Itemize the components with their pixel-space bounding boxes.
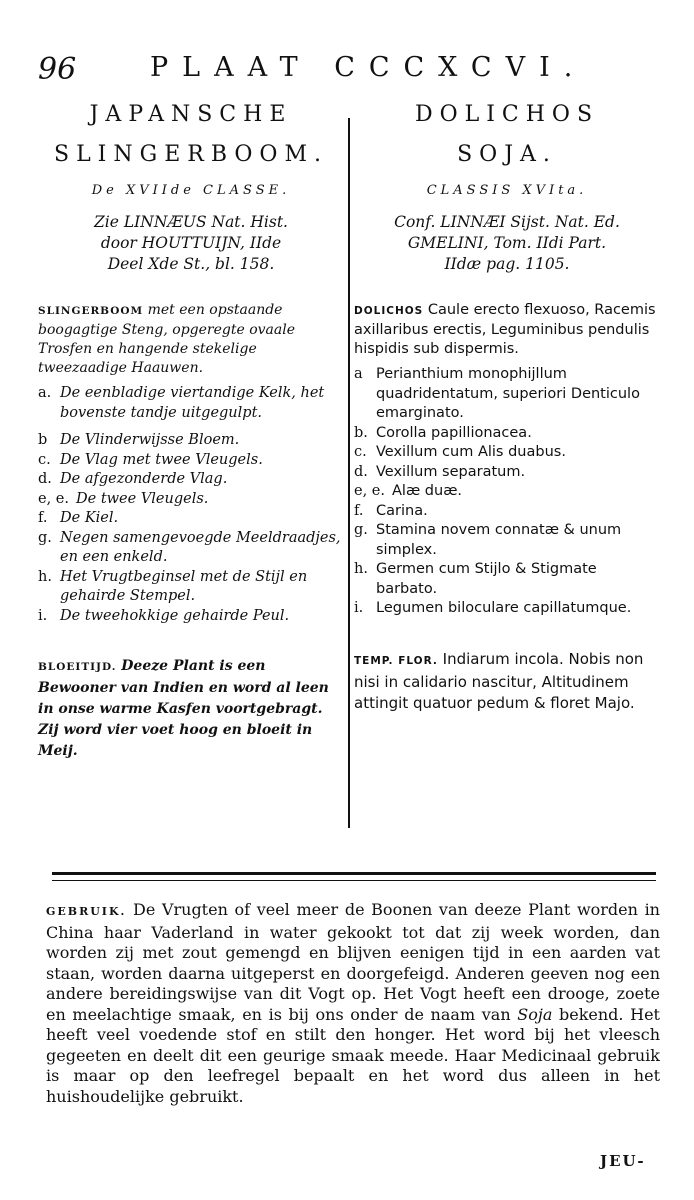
latin-reference-line-1: Conf. LINNÆI Sijst. Nat. Ed. [394,213,620,231]
catchword: JEU- [600,1152,646,1170]
dutch-flowering-note [38,656,344,762]
list-item [354,482,660,502]
dutch-reference [38,212,344,275]
latin-class-label: CLASSIS XVIta. [426,183,588,198]
item-label: h. [354,561,368,577]
item-label: e, e. [354,483,385,499]
item-text: De Kiel. [60,510,119,526]
item-text: De afgezonderde Vlag. [60,471,228,487]
list-item [354,599,660,619]
list-item [38,431,344,451]
dutch-figure-list [38,384,344,626]
latin-title-line-1: DOLICHOS [414,102,600,127]
list-item [354,424,660,444]
latin-reference-line-3: IIdæ pag. 1105. [444,255,570,273]
item-text: Carina. [376,502,428,519]
usage-head: GEBRUIK. [46,905,127,918]
dutch-class-label: De XVIIde CLASSE. [91,183,291,198]
item-text: Legumen biloculare capillatumque. [376,600,632,616]
item-text: De twee Vleugels. [76,490,209,507]
page-number: 96 [38,52,77,87]
item-text: De eenbladige viertandige Kelk, het bovenste tandje uitgegulpt. [60,385,325,421]
item-text: Germen cum Stijlo & Stigmate barbato. [376,561,597,597]
usage-body-part-2: bekend. Het heeft veel voedende stof en stilt den honger. Het word bij het vleesch gegeeten en deelt dit een geurige smaak meede. Haar Medicinaal gebruik is maar op den leefregel bepaalt en het word dus alleen in het huishoudelijke gebruikt. [46,1004,660,1106]
flowering-head: BLOEITIJD. [38,661,117,673]
dutch-description-body: met een opstaande boogagtige Steng, opgeregte ovaale Trosfen en hangende stekelige tweezaadige Haauwen. [38,302,296,376]
item-label: b [38,432,48,448]
item-label: g. [354,522,368,538]
usage-paragraph [46,900,660,1107]
item-text: Corolla papillionacea. [376,424,532,441]
list-item [354,365,660,424]
latin-flowering-note [354,649,660,714]
dutch-description [38,301,344,378]
latin-description [354,301,660,359]
usage-body-part-1: De Vrugten of veel meer de Boonen van deeze Plant worden in China haar Vaderland in water gekookt tot dat zij week worden, dan worden zij met zout gemengd en blijven eenigen tijd in een aarden vat staan, worden daarna uitgeperst en doorgefeigd. Anderen geeven nog een andere bereidingswijse van dit Vogt op. Het Vogt heeft een drooge, zoete en meelachtige smaak, en is bij ons onder de naam van [46,900,660,1024]
list-item [38,509,344,529]
latin-figure-list [354,365,660,619]
item-text: De Vlag met twee Vleugels. [60,451,263,468]
item-text: Vexillum separatum. [376,463,526,480]
item-label: h. [38,568,52,585]
item-text: Het Vrugtbeginsel met de Stijl en gehairde Stempel. [60,568,308,604]
list-item [38,568,344,607]
list-item [38,384,344,423]
list-item [38,490,344,510]
item-text: Perianthium monophijllum quadridentatum, superiori Denticulo emarginato. [376,366,640,421]
item-label: f. [354,502,364,519]
list-item [38,470,344,490]
item-label: i. [38,607,48,624]
item-text: Stamina novem connatæ & unum simplex. [376,522,622,558]
latin-title-line-2: SOJA. [457,142,557,167]
item-label: d. [354,463,368,480]
item-label: f. [38,510,48,526]
usage-soja-term: Soja [517,1004,553,1024]
column-divider [348,118,350,828]
list-item [38,607,344,627]
item-label: a. [38,385,52,401]
list-item [354,502,660,522]
dutch-reference-line-3: Deel Xde St., bl. 158. [107,255,275,273]
section-rule-top [52,872,656,875]
dutch-title-line-2: SLINGERBOOM. [54,142,328,167]
item-text: Negen samengevoegde Meeldraadjes, en een enkeld. [60,529,341,565]
latin-column [354,95,660,714]
item-label: e, e. [38,490,69,507]
list-item [354,463,660,483]
list-item [354,443,660,463]
latin-reference-line-2: GMELINI, Tom. IIdi Part. [407,234,607,252]
list-item [38,451,344,471]
item-label: a [354,366,363,382]
list-item [354,560,660,599]
temp-flor-body: Indiarum incola. Nobis non nisi in calidario nascitur, Altitudinem attingit quatuor pedum & floret Majo. [354,649,644,712]
temp-flor-head: TEMP. FLOR. [354,654,438,667]
item-label: b. [354,424,368,441]
dutch-title-line-1: JAPANSCHE [89,102,293,127]
item-label: c. [38,451,51,468]
dutch-column [38,95,344,762]
latin-description-body: Caule erecto flexuoso, Racemis axillaribus erectis, Leguminibus pendulis hispidis sub dispermis. [354,302,656,357]
item-text: De tweehokkige gehairde Peul. [60,607,290,624]
item-label: c. [354,444,367,460]
flowering-body: Deeze Plant is een Bewooner van Indien en word al leen in onse warme Kasfen voortgebragt. Zij word vier voet hoog en bloeit in Meij. [38,658,329,759]
item-text: Vexillum cum Alis duabus. [376,444,566,460]
item-text: De Vlinderwijsse Bloem. [60,432,240,448]
latin-reference [354,212,660,275]
plate-heading: PLAAT CCCXCVI. [150,52,587,83]
list-item [38,529,344,568]
section-rule-bottom [52,880,656,881]
item-label: d. [38,471,52,487]
item-label: i. [354,600,364,616]
dutch-reference-line-1: Zie LINNÆUS Nat. Hist. [94,213,288,231]
item-text: Alæ duæ. [392,483,463,499]
dutch-reference-line-2: door HOUTTUIJN, IIde [100,234,282,252]
list-item [354,521,660,560]
dutch-description-head: SLINGERBOOM [38,305,144,317]
item-label: g. [38,529,52,546]
latin-description-head: DOLICHOS [354,305,424,317]
